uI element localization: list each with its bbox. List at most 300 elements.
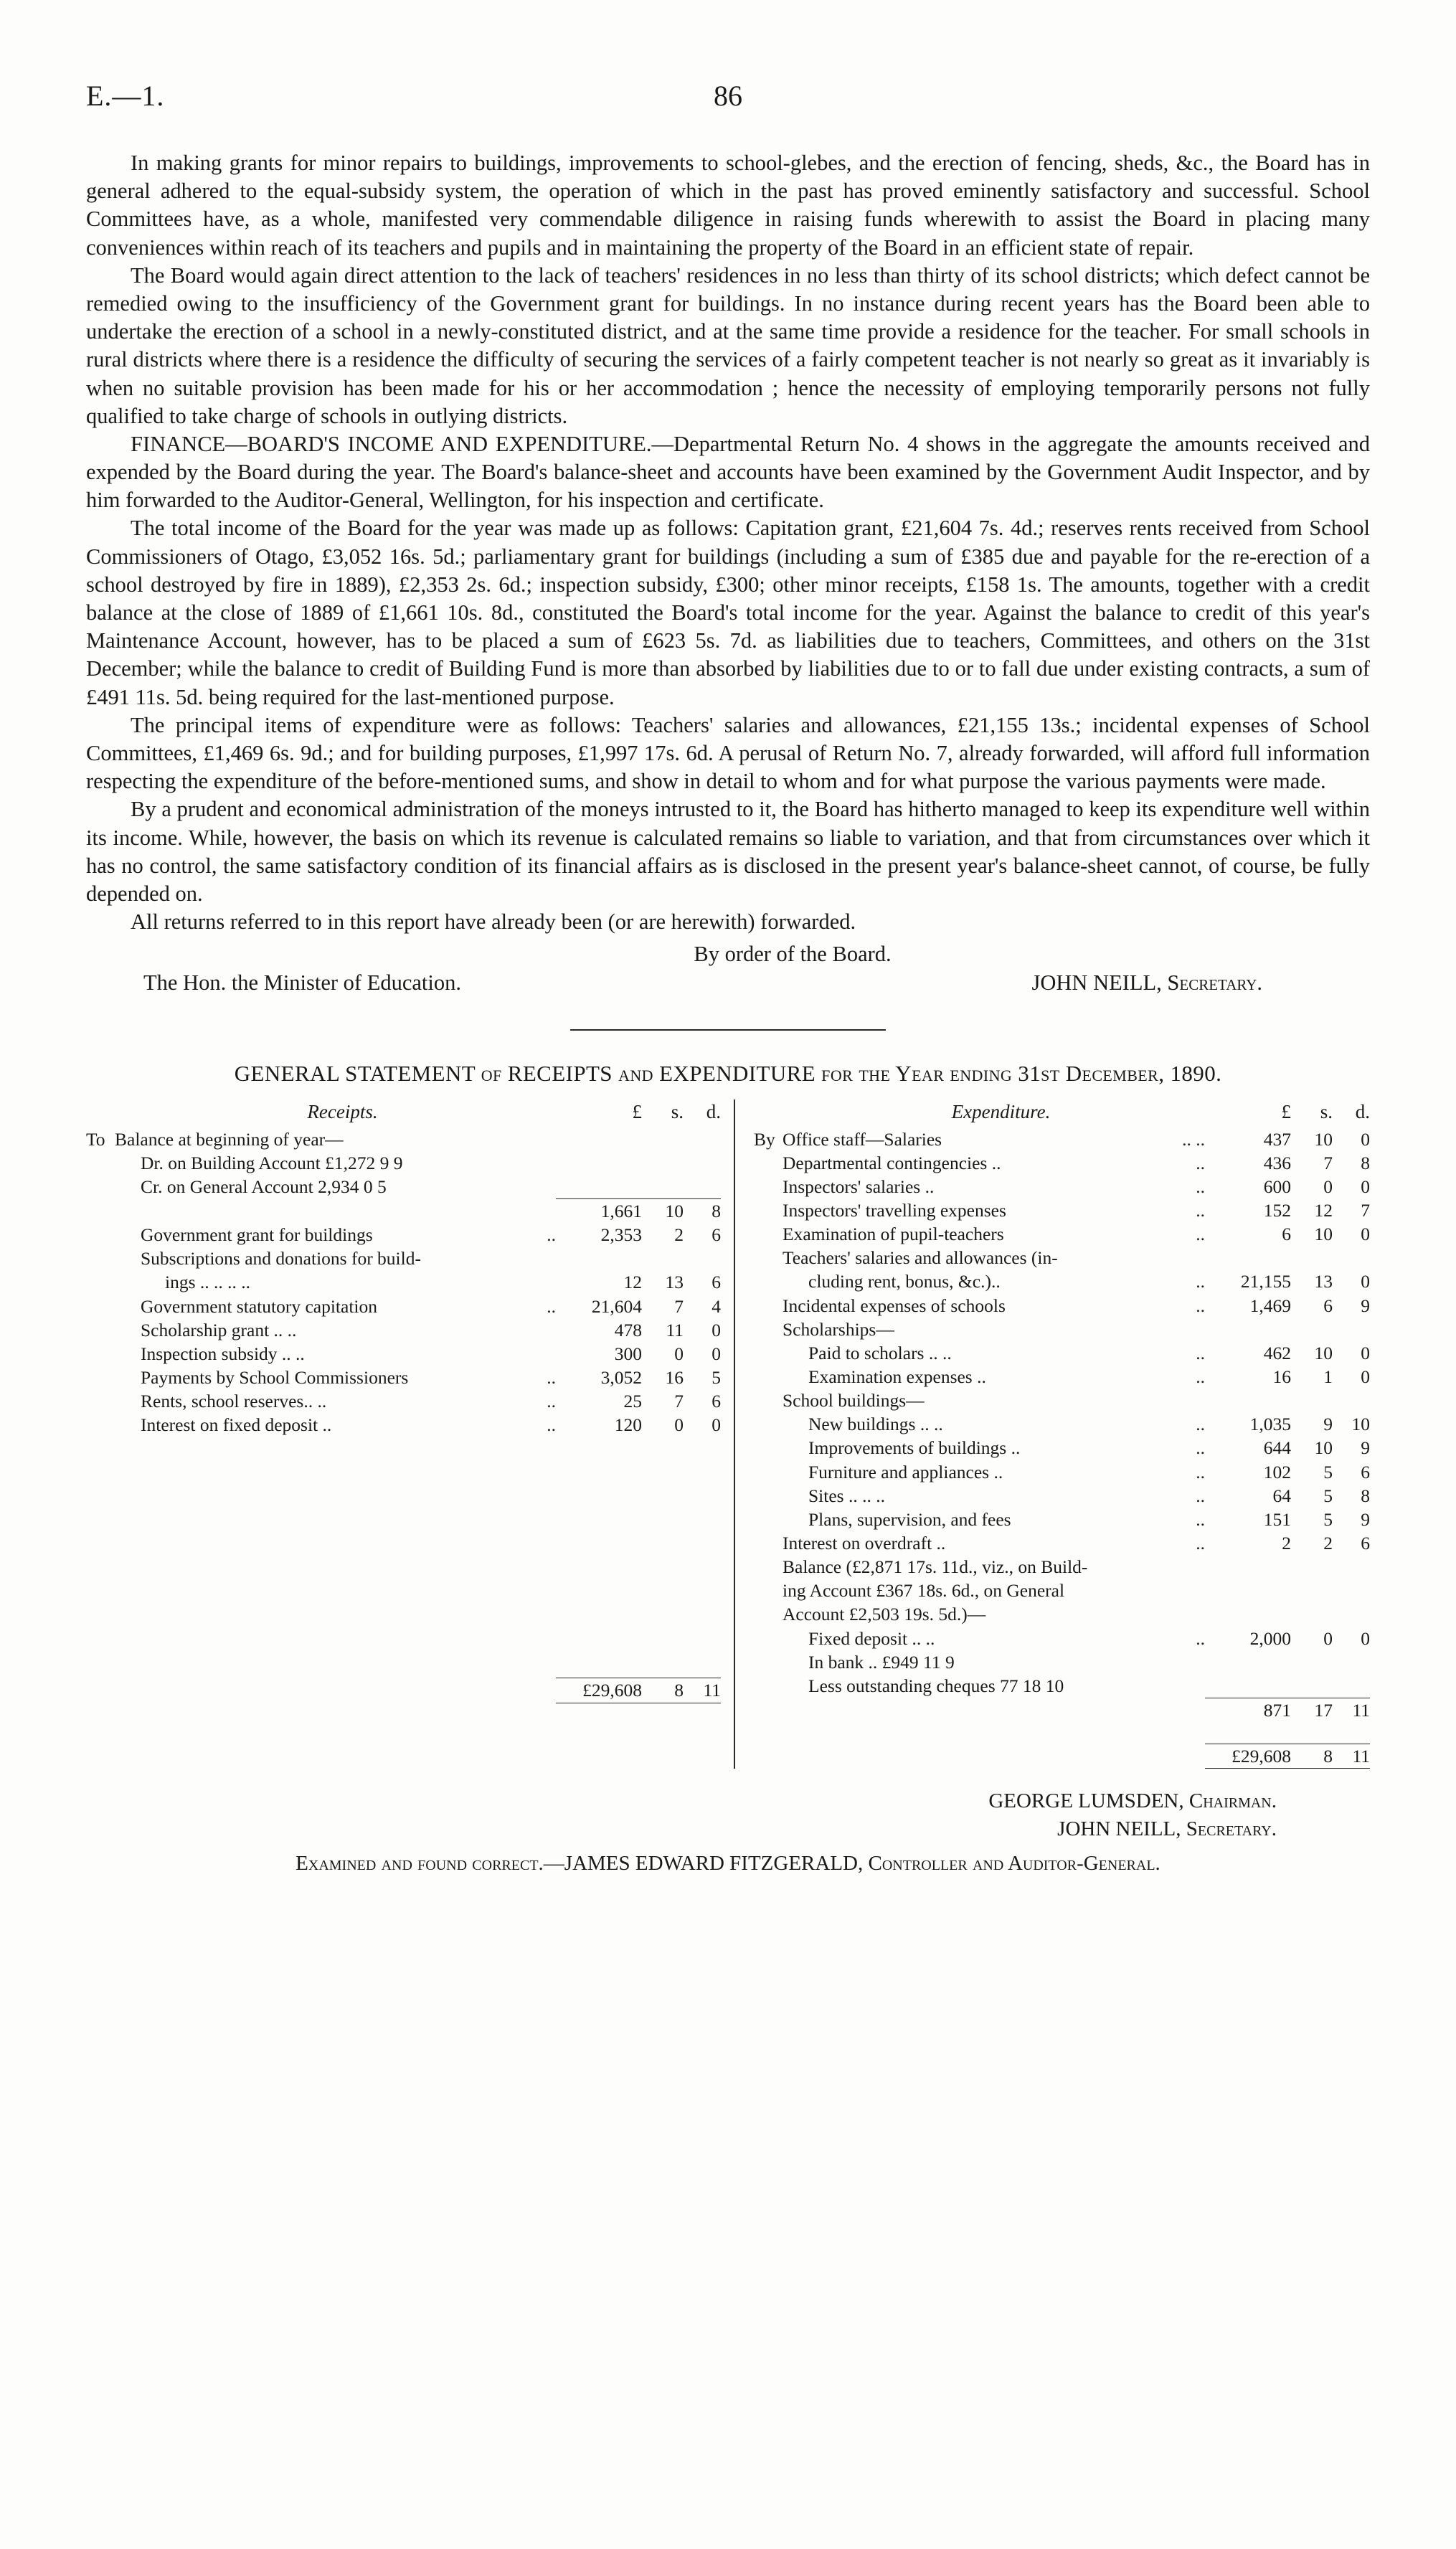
row-pounds bbox=[1205, 1579, 1291, 1602]
signature-block bbox=[86, 940, 1370, 997]
row-pence bbox=[1333, 1246, 1370, 1269]
row-lead bbox=[86, 1151, 115, 1175]
account-row bbox=[754, 1318, 1370, 1341]
row-shillings: 5 bbox=[1323, 1485, 1333, 1506]
expenditure-total-pound: £29,608 bbox=[1232, 1746, 1291, 1767]
account-row bbox=[754, 1579, 1370, 1602]
row-pence: 4 bbox=[712, 1295, 721, 1317]
account-row bbox=[86, 1151, 721, 1175]
row-description: Rents, school reserves.. .. bbox=[141, 1391, 327, 1412]
row-description: Scholarships— bbox=[783, 1318, 894, 1340]
expenditure-total-shillings: 8 bbox=[1323, 1746, 1333, 1767]
row-leader-dots: .. bbox=[1196, 1271, 1205, 1292]
row-leader-dots: .. bbox=[1196, 1176, 1205, 1197]
row-leader-dots: .. bbox=[547, 1367, 556, 1389]
row-pence: 9 bbox=[1361, 1437, 1370, 1459]
account-row bbox=[754, 1627, 1370, 1650]
account-row bbox=[754, 1269, 1370, 1293]
row-pounds: 102 bbox=[1263, 1461, 1291, 1482]
row-shillings: 7 bbox=[674, 1295, 684, 1317]
row-description: Examination expenses .. bbox=[808, 1366, 986, 1388]
row-pounds: 871 bbox=[1263, 1700, 1291, 1721]
row-pounds: 152 bbox=[1263, 1200, 1291, 1221]
row-lead bbox=[754, 1531, 783, 1555]
row-description: Furniture and appliances .. bbox=[808, 1461, 1003, 1482]
paragraph: The Board would again direct attention to the lack of teachers' residences in no less than thirty of its school districts; which defect cannot be remedied owing to the insufficiency of the Government grant for buildings. In no instance during recent years has the Board been able to undertake the erection of a school in a newly-constituted district, and at the same time provide a residence for the teacher. For small schools in rural districts where there is a residence the difficulty of securing the services of a fairly competent teacher is not nearly so great as it invariably is when no suitable provision has been made for his or her accommodation ; hence the necessity of employing temporarily persons not fully qualified to take charge of schools in outlying districts. bbox=[86, 263, 1370, 428]
receipts-total-pence: 11 bbox=[703, 1680, 721, 1701]
account-row bbox=[754, 1508, 1370, 1531]
row-lead bbox=[754, 1698, 783, 1722]
row-description: Office staff—Salaries bbox=[783, 1128, 942, 1150]
row-pounds: 16 bbox=[1272, 1366, 1291, 1388]
row-pence: 0 bbox=[712, 1414, 721, 1436]
row-description bbox=[783, 1698, 1176, 1722]
row-lead bbox=[86, 1295, 115, 1318]
expenditure-header bbox=[754, 1099, 1370, 1125]
row-shillings bbox=[1291, 1246, 1333, 1269]
row-pence bbox=[1333, 1555, 1370, 1579]
section-divider bbox=[570, 1029, 886, 1031]
receipts-col-pound: £ bbox=[632, 1100, 642, 1122]
row-shillings: 13 bbox=[665, 1272, 684, 1293]
account-row bbox=[754, 1127, 1370, 1151]
row-leader-dots: .. bbox=[547, 1295, 556, 1317]
row-pounds: 1,661 bbox=[600, 1201, 642, 1222]
row-pence: 6 bbox=[1361, 1461, 1370, 1482]
row-shillings: 7 bbox=[1323, 1152, 1333, 1173]
row-pounds bbox=[556, 1175, 642, 1198]
receipts-header bbox=[86, 1099, 721, 1125]
row-pence: 8 bbox=[712, 1201, 721, 1222]
row-leader-dots: .. bbox=[1196, 1627, 1205, 1649]
account-row bbox=[86, 1175, 721, 1198]
receipts-column bbox=[86, 1099, 735, 1769]
row-pence: 0 bbox=[712, 1343, 721, 1364]
row-shillings bbox=[1291, 1389, 1333, 1412]
row-pounds: 151 bbox=[1263, 1508, 1291, 1530]
row-leader-dots bbox=[1176, 1602, 1205, 1626]
row-lead bbox=[754, 1674, 783, 1698]
row-pounds bbox=[556, 1151, 642, 1175]
account-row bbox=[754, 1222, 1370, 1246]
account-row bbox=[754, 1698, 1370, 1722]
row-leader-dots: .. bbox=[1196, 1295, 1205, 1316]
row-leader-dots bbox=[543, 1342, 556, 1366]
row-shillings: 10 bbox=[1314, 1342, 1333, 1363]
row-lead bbox=[754, 1555, 783, 1579]
row-pence: 0 bbox=[1361, 1627, 1370, 1649]
receipts-heading: Receipts. bbox=[307, 1100, 378, 1122]
row-lead bbox=[754, 1627, 783, 1650]
row-description: Payments by School Commissioners bbox=[141, 1367, 409, 1389]
expenditure-total bbox=[754, 1744, 1370, 1769]
row-description bbox=[115, 1199, 543, 1223]
expenditure-col-shillings: s. bbox=[1320, 1100, 1333, 1122]
expenditure-column bbox=[735, 1099, 1370, 1769]
row-shillings: 12 bbox=[1314, 1200, 1333, 1221]
row-lead: By bbox=[754, 1128, 775, 1150]
row-description: Inspectors' salaries .. bbox=[783, 1176, 935, 1197]
account-row bbox=[86, 1389, 721, 1413]
row-pounds: 436 bbox=[1263, 1152, 1291, 1173]
row-description: Government statutory capitation bbox=[141, 1295, 377, 1317]
row-pence: 0 bbox=[1361, 1224, 1370, 1245]
row-leader-dots bbox=[543, 1175, 556, 1198]
row-shillings bbox=[1291, 1318, 1333, 1341]
row-description: Interest on overdraft .. bbox=[783, 1533, 946, 1554]
chairman-signature: GEORGE LUMSDEN, Chairman. bbox=[988, 1789, 1277, 1813]
row-lead bbox=[754, 1151, 783, 1175]
row-pounds: 1,469 bbox=[1249, 1295, 1291, 1316]
auditor-certificate: Examined and found correct.—JAMES EDWARD FITZGERALD, Controller and Auditor-General. bbox=[296, 1851, 1160, 1875]
row-lead bbox=[754, 1460, 783, 1484]
row-shillings: 17 bbox=[1314, 1700, 1333, 1721]
receipts-col-pence: d. bbox=[706, 1100, 721, 1122]
row-leader-dots bbox=[543, 1318, 556, 1342]
row-description: Cr. on General Account 2,934 0 5 bbox=[141, 1176, 387, 1197]
row-leader-dots bbox=[543, 1199, 556, 1223]
row-lead bbox=[754, 1318, 783, 1341]
row-leader-dots: .. bbox=[1196, 1366, 1205, 1388]
row-lead bbox=[754, 1222, 783, 1246]
row-description: Government grant for buildings bbox=[141, 1224, 373, 1246]
row-lead bbox=[754, 1508, 783, 1531]
account-row bbox=[754, 1151, 1370, 1175]
row-shillings: 5 bbox=[1323, 1461, 1333, 1482]
row-pounds bbox=[1205, 1602, 1291, 1626]
row-leader-dots bbox=[1176, 1698, 1205, 1722]
row-shillings: 10 bbox=[1314, 1128, 1333, 1150]
row-shillings bbox=[1291, 1602, 1333, 1626]
row-description: Dr. on Building Account £1,272 9 9 bbox=[141, 1152, 403, 1173]
row-leader-dots: .. .. bbox=[1182, 1128, 1205, 1150]
row-description: School buildings— bbox=[783, 1390, 925, 1411]
row-lead bbox=[86, 1389, 115, 1413]
row-leader-dots bbox=[1176, 1579, 1205, 1602]
row-pence: 6 bbox=[712, 1272, 721, 1293]
row-description: Improvements of buildings .. bbox=[808, 1437, 1021, 1459]
row-leader-dots bbox=[543, 1151, 556, 1175]
row-lead bbox=[754, 1602, 783, 1626]
receipts-total bbox=[86, 1678, 721, 1703]
receipts-col-shillings: s. bbox=[671, 1100, 684, 1122]
row-pence: 5 bbox=[712, 1367, 721, 1389]
row-description: Inspection subsidy .. .. bbox=[141, 1343, 305, 1364]
account-row bbox=[754, 1294, 1370, 1318]
account-row bbox=[754, 1555, 1370, 1579]
account-row bbox=[754, 1602, 1370, 1626]
row-description: In bank .. £949 11 9 bbox=[808, 1651, 955, 1673]
row-pounds: 21,155 bbox=[1240, 1271, 1291, 1292]
row-pence bbox=[684, 1175, 721, 1198]
report-body bbox=[86, 149, 1370, 936]
row-lead bbox=[754, 1341, 783, 1365]
receipts-rows bbox=[86, 1127, 721, 1437]
row-leader-dots: .. bbox=[1196, 1200, 1205, 1221]
row-leader-dots: .. bbox=[547, 1391, 556, 1412]
row-leader-dots bbox=[1176, 1674, 1205, 1698]
account-row bbox=[754, 1460, 1370, 1484]
row-shillings bbox=[642, 1247, 684, 1270]
row-shillings: 13 bbox=[1314, 1271, 1333, 1292]
account-row bbox=[754, 1389, 1370, 1412]
account-row bbox=[754, 1436, 1370, 1460]
row-lead bbox=[754, 1246, 783, 1269]
row-description: Balance (£2,871 17s. 11d., viz., on Build- bbox=[783, 1556, 1088, 1578]
paragraph: FINANCE—BOARD'S INCOME AND EXPENDITURE.—Departmental Return No. 4 shows in the aggregate the amounts received and expended by the Board during the year. The Board's balance-sheet and accounts have been examined by the Government Audit Inspector, and by him forwarded to the Auditor-General, Wellington, for his inspection and certificate. bbox=[86, 431, 1370, 513]
account-row bbox=[86, 1247, 721, 1270]
row-pounds: 300 bbox=[614, 1343, 642, 1364]
account-row bbox=[86, 1270, 721, 1294]
row-pence bbox=[684, 1247, 721, 1270]
row-pounds bbox=[556, 1127, 642, 1151]
row-pence bbox=[1333, 1318, 1370, 1341]
account-row bbox=[86, 1342, 721, 1366]
row-leader-dots: .. bbox=[1196, 1461, 1205, 1482]
account-row bbox=[754, 1412, 1370, 1436]
row-lead bbox=[86, 1247, 115, 1270]
expenditure-col-pence: d. bbox=[1355, 1100, 1370, 1122]
account-row bbox=[754, 1198, 1370, 1222]
paragraph: By a prudent and economical administration of the moneys intrusted to it, the Board has hitherto managed to keep its expenditure well within its income. While, however, the basis on which its revenue is calculated remains so liable to variation, and that from circumstances over which it has no control, the same satisfactory condition of its financial affairs as is disclosed in the present year's balance-sheet cannot, of course, be fully depended on. bbox=[86, 797, 1370, 906]
accounts-table bbox=[86, 1099, 1370, 1769]
row-description: Teachers' salaries and allowances (in- bbox=[783, 1247, 1058, 1269]
row-lead bbox=[754, 1294, 783, 1318]
row-pence: 0 bbox=[1361, 1366, 1370, 1388]
row-pounds: 6 bbox=[1282, 1224, 1291, 1245]
row-pounds: 644 bbox=[1263, 1437, 1291, 1459]
row-leader-dots: .. bbox=[547, 1414, 556, 1436]
by-order-line: By order of the Board. bbox=[694, 942, 892, 967]
row-pence: 8 bbox=[1361, 1152, 1370, 1173]
row-pounds: 600 bbox=[1263, 1176, 1291, 1197]
page-number: 86 bbox=[714, 80, 742, 112]
row-description: Subscriptions and donations for build- bbox=[141, 1248, 421, 1269]
row-lead bbox=[754, 1436, 783, 1460]
row-description: Paid to scholars .. .. bbox=[808, 1342, 952, 1363]
account-row bbox=[754, 1484, 1370, 1508]
row-lead bbox=[86, 1366, 115, 1389]
row-pounds: 25 bbox=[623, 1391, 642, 1412]
row-shillings: 0 bbox=[1323, 1176, 1333, 1197]
row-lead bbox=[754, 1579, 783, 1602]
row-pence bbox=[1333, 1602, 1370, 1626]
row-pounds bbox=[556, 1247, 642, 1270]
row-lead bbox=[754, 1175, 783, 1198]
expenditure-rows bbox=[754, 1127, 1370, 1723]
row-lead bbox=[754, 1484, 783, 1508]
row-lead bbox=[754, 1412, 783, 1436]
row-shillings: 2 bbox=[1323, 1533, 1333, 1554]
row-pounds bbox=[1205, 1674, 1291, 1698]
footer-secretary-signature: JOHN NEILL, Secretary. bbox=[1057, 1817, 1277, 1841]
account-row bbox=[86, 1295, 721, 1318]
row-description: Examination of pupil-teachers bbox=[783, 1224, 1004, 1245]
account-row bbox=[754, 1246, 1370, 1269]
row-leader-dots: .. bbox=[1196, 1437, 1205, 1459]
row-shillings: 10 bbox=[665, 1201, 684, 1222]
row-shillings bbox=[1291, 1555, 1333, 1579]
row-description: Account £2,503 19s. 5d.)— bbox=[783, 1604, 986, 1625]
row-pounds bbox=[1205, 1555, 1291, 1579]
row-pence: 6 bbox=[712, 1224, 721, 1246]
row-shillings: 2 bbox=[674, 1224, 684, 1246]
paragraph: In making grants for minor repairs to buildings, improvements to school-glebes, and the erection of fencing, sheds, &c., the Board has in general adhered to the equal-subsidy system, the operation of which in the past has proved eminently satisfactory and successful. School Committees have, as a whole, manifested very commendable diligence in raising funds wherewith to assist the Board in placing many conveniences within reach of its teachers and pupils and in maintaining the property of the Board in an efficient state of repair. bbox=[86, 151, 1370, 260]
receipts-total-pound: £29,608 bbox=[582, 1680, 642, 1701]
account-row bbox=[86, 1366, 721, 1389]
row-shillings bbox=[642, 1151, 684, 1175]
paragraph: The total income of the Board for the year was made up as follows: Capitation grant, £21,604 7s. 4d.; reserves rents received from School Commissioners of Otago, £3,052 16s. 5d.; parliamentary grant for buildings (including a sum of £385 due and payable for the re-erection of a school destroyed by fire in 1889), £2,353 2s. 6d.; inspection subsidy, £300; other minor receipts, £158 1s. The amounts, together with a credit balance at the close of 1889 of £1,661 10s. 8d., constituted the Board's total income for the year. Against the balance to credit of this year's Maintenance Account, however, has to be placed a sum of £623 5s. 7d. as liabilities due to teachers, Committees, and others on the 31st December; while the balance to credit of Building Fund is more than absorbed by liabilities due to or to fall due under existing contracts, a sum of £491 11s. 5d. being required for the last-mentioned purpose. bbox=[86, 516, 1370, 709]
row-lead bbox=[86, 1270, 115, 1294]
row-leader-dots: .. bbox=[1196, 1485, 1205, 1506]
row-pounds: 2 bbox=[1282, 1533, 1291, 1554]
row-shillings: 10 bbox=[1314, 1437, 1333, 1459]
row-shillings: 7 bbox=[674, 1391, 684, 1412]
row-leader-dots bbox=[1176, 1318, 1205, 1341]
row-shillings: 0 bbox=[674, 1414, 684, 1436]
row-pence bbox=[684, 1127, 721, 1151]
paragraph: The principal items of expenditure were as follows: Teachers' salaries and allowances, £21,155 13s.; incidental expenses of School Committees, £1,469 6s. 9d.; and for building purposes, £1,997 17s. 6d. A perusal of Return No. 7, already forwarded, will afford full information respecting the expenditure of the before-mentioned sums, and show in detail to whom and for what purpose the various payments were made. bbox=[86, 712, 1370, 794]
row-lead bbox=[754, 1365, 783, 1389]
page-content bbox=[86, 79, 1370, 1878]
row-shillings: 0 bbox=[674, 1343, 684, 1364]
row-shillings: 9 bbox=[1323, 1414, 1333, 1435]
row-lead bbox=[754, 1650, 783, 1674]
expenditure-col-pound: £ bbox=[1281, 1100, 1291, 1122]
row-lead bbox=[754, 1269, 783, 1293]
row-pence bbox=[1333, 1674, 1370, 1698]
account-row bbox=[754, 1674, 1370, 1698]
row-pence: 0 bbox=[1361, 1128, 1370, 1150]
account-row bbox=[754, 1365, 1370, 1389]
receipts-total-shillings: 8 bbox=[674, 1680, 684, 1701]
footer-signatures bbox=[86, 1787, 1370, 1877]
row-leader-dots: .. bbox=[1196, 1414, 1205, 1435]
expenditure-heading: Expenditure. bbox=[951, 1100, 1051, 1122]
row-shillings bbox=[1291, 1579, 1333, 1602]
row-pence: 0 bbox=[1361, 1176, 1370, 1197]
document-code: E.—1. bbox=[86, 80, 165, 112]
row-pounds bbox=[1205, 1650, 1291, 1674]
row-pence: 7 bbox=[1361, 1200, 1370, 1221]
row-description: cluding rent, bonus, &c.).. bbox=[808, 1271, 1001, 1292]
row-shillings bbox=[1291, 1674, 1333, 1698]
row-pence: 0 bbox=[712, 1319, 721, 1340]
row-pence: 6 bbox=[1361, 1533, 1370, 1554]
row-lead bbox=[86, 1175, 115, 1198]
row-leader-dots: .. bbox=[1196, 1342, 1205, 1363]
row-description: Fixed deposit .. .. bbox=[808, 1627, 935, 1649]
row-pence: 6 bbox=[712, 1391, 721, 1412]
row-shillings: 5 bbox=[1323, 1508, 1333, 1530]
row-lead bbox=[754, 1198, 783, 1222]
row-description: New buildings .. .. bbox=[808, 1414, 943, 1435]
row-leader-dots: .. bbox=[1196, 1152, 1205, 1173]
row-description: Balance at beginning of year— bbox=[115, 1128, 344, 1150]
row-pounds bbox=[1205, 1389, 1291, 1412]
row-shillings: 1 bbox=[1323, 1366, 1333, 1388]
row-description: Departmental contingencies .. bbox=[783, 1152, 1001, 1173]
row-shillings: 0 bbox=[1323, 1627, 1333, 1649]
row-leader-dots bbox=[1176, 1650, 1205, 1674]
row-pounds: 462 bbox=[1263, 1342, 1291, 1363]
page-header bbox=[86, 79, 1370, 129]
row-description: Scholarship grant .. .. bbox=[141, 1319, 297, 1340]
row-shillings bbox=[642, 1127, 684, 1151]
row-description: ings .. .. .. .. bbox=[165, 1272, 251, 1293]
row-pence: 0 bbox=[1361, 1271, 1370, 1292]
row-leader-dots bbox=[543, 1247, 556, 1270]
row-description: Inspectors' travelling expenses bbox=[783, 1200, 1006, 1221]
row-pence: 0 bbox=[1361, 1342, 1370, 1363]
row-lead bbox=[86, 1342, 115, 1366]
row-pounds: 2,353 bbox=[600, 1224, 642, 1246]
row-pounds: 12 bbox=[623, 1272, 642, 1293]
row-pence: 10 bbox=[1351, 1414, 1370, 1435]
row-leader-dots bbox=[543, 1270, 556, 1294]
row-shillings bbox=[1291, 1650, 1333, 1674]
account-row bbox=[754, 1175, 1370, 1198]
row-lead bbox=[86, 1413, 115, 1437]
account-row bbox=[86, 1199, 721, 1223]
row-description: Incidental expenses of schools bbox=[783, 1295, 1006, 1316]
account-row bbox=[754, 1341, 1370, 1365]
statement-title: GENERAL STATEMENT of RECEIPTS and EXPENDITURE for the Year ending 31st December, 1890. bbox=[234, 1060, 1222, 1086]
row-description: Less outstanding cheques 77 18 10 bbox=[808, 1675, 1064, 1696]
row-description: Sites .. .. .. bbox=[808, 1485, 885, 1506]
row-shillings: 10 bbox=[1314, 1224, 1333, 1245]
row-leader-dots bbox=[543, 1127, 556, 1151]
row-pounds: 3,052 bbox=[600, 1367, 642, 1389]
row-description: ing Account £367 18s. 6d., on General bbox=[783, 1580, 1065, 1602]
row-pounds: 437 bbox=[1263, 1128, 1291, 1150]
row-leader-dots: .. bbox=[1196, 1224, 1205, 1245]
row-lead bbox=[86, 1223, 115, 1247]
account-row bbox=[754, 1531, 1370, 1555]
row-pence: 9 bbox=[1361, 1508, 1370, 1530]
row-lead: To bbox=[86, 1128, 105, 1150]
secretary-signature: JOHN NEILL, Secretary. bbox=[1031, 970, 1262, 995]
row-leader-dots: .. bbox=[1196, 1508, 1205, 1530]
row-description: Plans, supervision, and fees bbox=[808, 1508, 1011, 1530]
row-shillings bbox=[642, 1175, 684, 1198]
row-pounds: 64 bbox=[1272, 1485, 1291, 1506]
row-pounds bbox=[1205, 1318, 1291, 1341]
row-pence: 8 bbox=[1361, 1485, 1370, 1506]
row-pounds: 2,000 bbox=[1249, 1627, 1291, 1649]
row-leader-dots bbox=[1176, 1389, 1205, 1412]
expenditure-total-pence: 11 bbox=[1352, 1746, 1370, 1767]
row-pence bbox=[1333, 1389, 1370, 1412]
account-row bbox=[86, 1413, 721, 1437]
row-leader-dots bbox=[1176, 1246, 1205, 1269]
account-row bbox=[86, 1223, 721, 1247]
row-lead bbox=[754, 1389, 783, 1412]
row-shillings: 16 bbox=[665, 1367, 684, 1389]
paragraph: All returns referred to in this report have already been (or are herewith) forwarded. bbox=[131, 909, 856, 935]
addressee-line: The Hon. the Minister of Education. bbox=[143, 970, 461, 995]
account-row bbox=[86, 1318, 721, 1342]
row-pence bbox=[1333, 1579, 1370, 1602]
row-pounds: 120 bbox=[614, 1414, 642, 1436]
row-pounds: 478 bbox=[614, 1319, 642, 1340]
row-shillings: 6 bbox=[1323, 1295, 1333, 1316]
row-pounds bbox=[1205, 1246, 1291, 1269]
row-pounds: 1,035 bbox=[1249, 1414, 1291, 1435]
row-pence bbox=[1333, 1650, 1370, 1674]
row-pounds: 21,604 bbox=[591, 1295, 642, 1317]
row-lead bbox=[86, 1199, 115, 1223]
